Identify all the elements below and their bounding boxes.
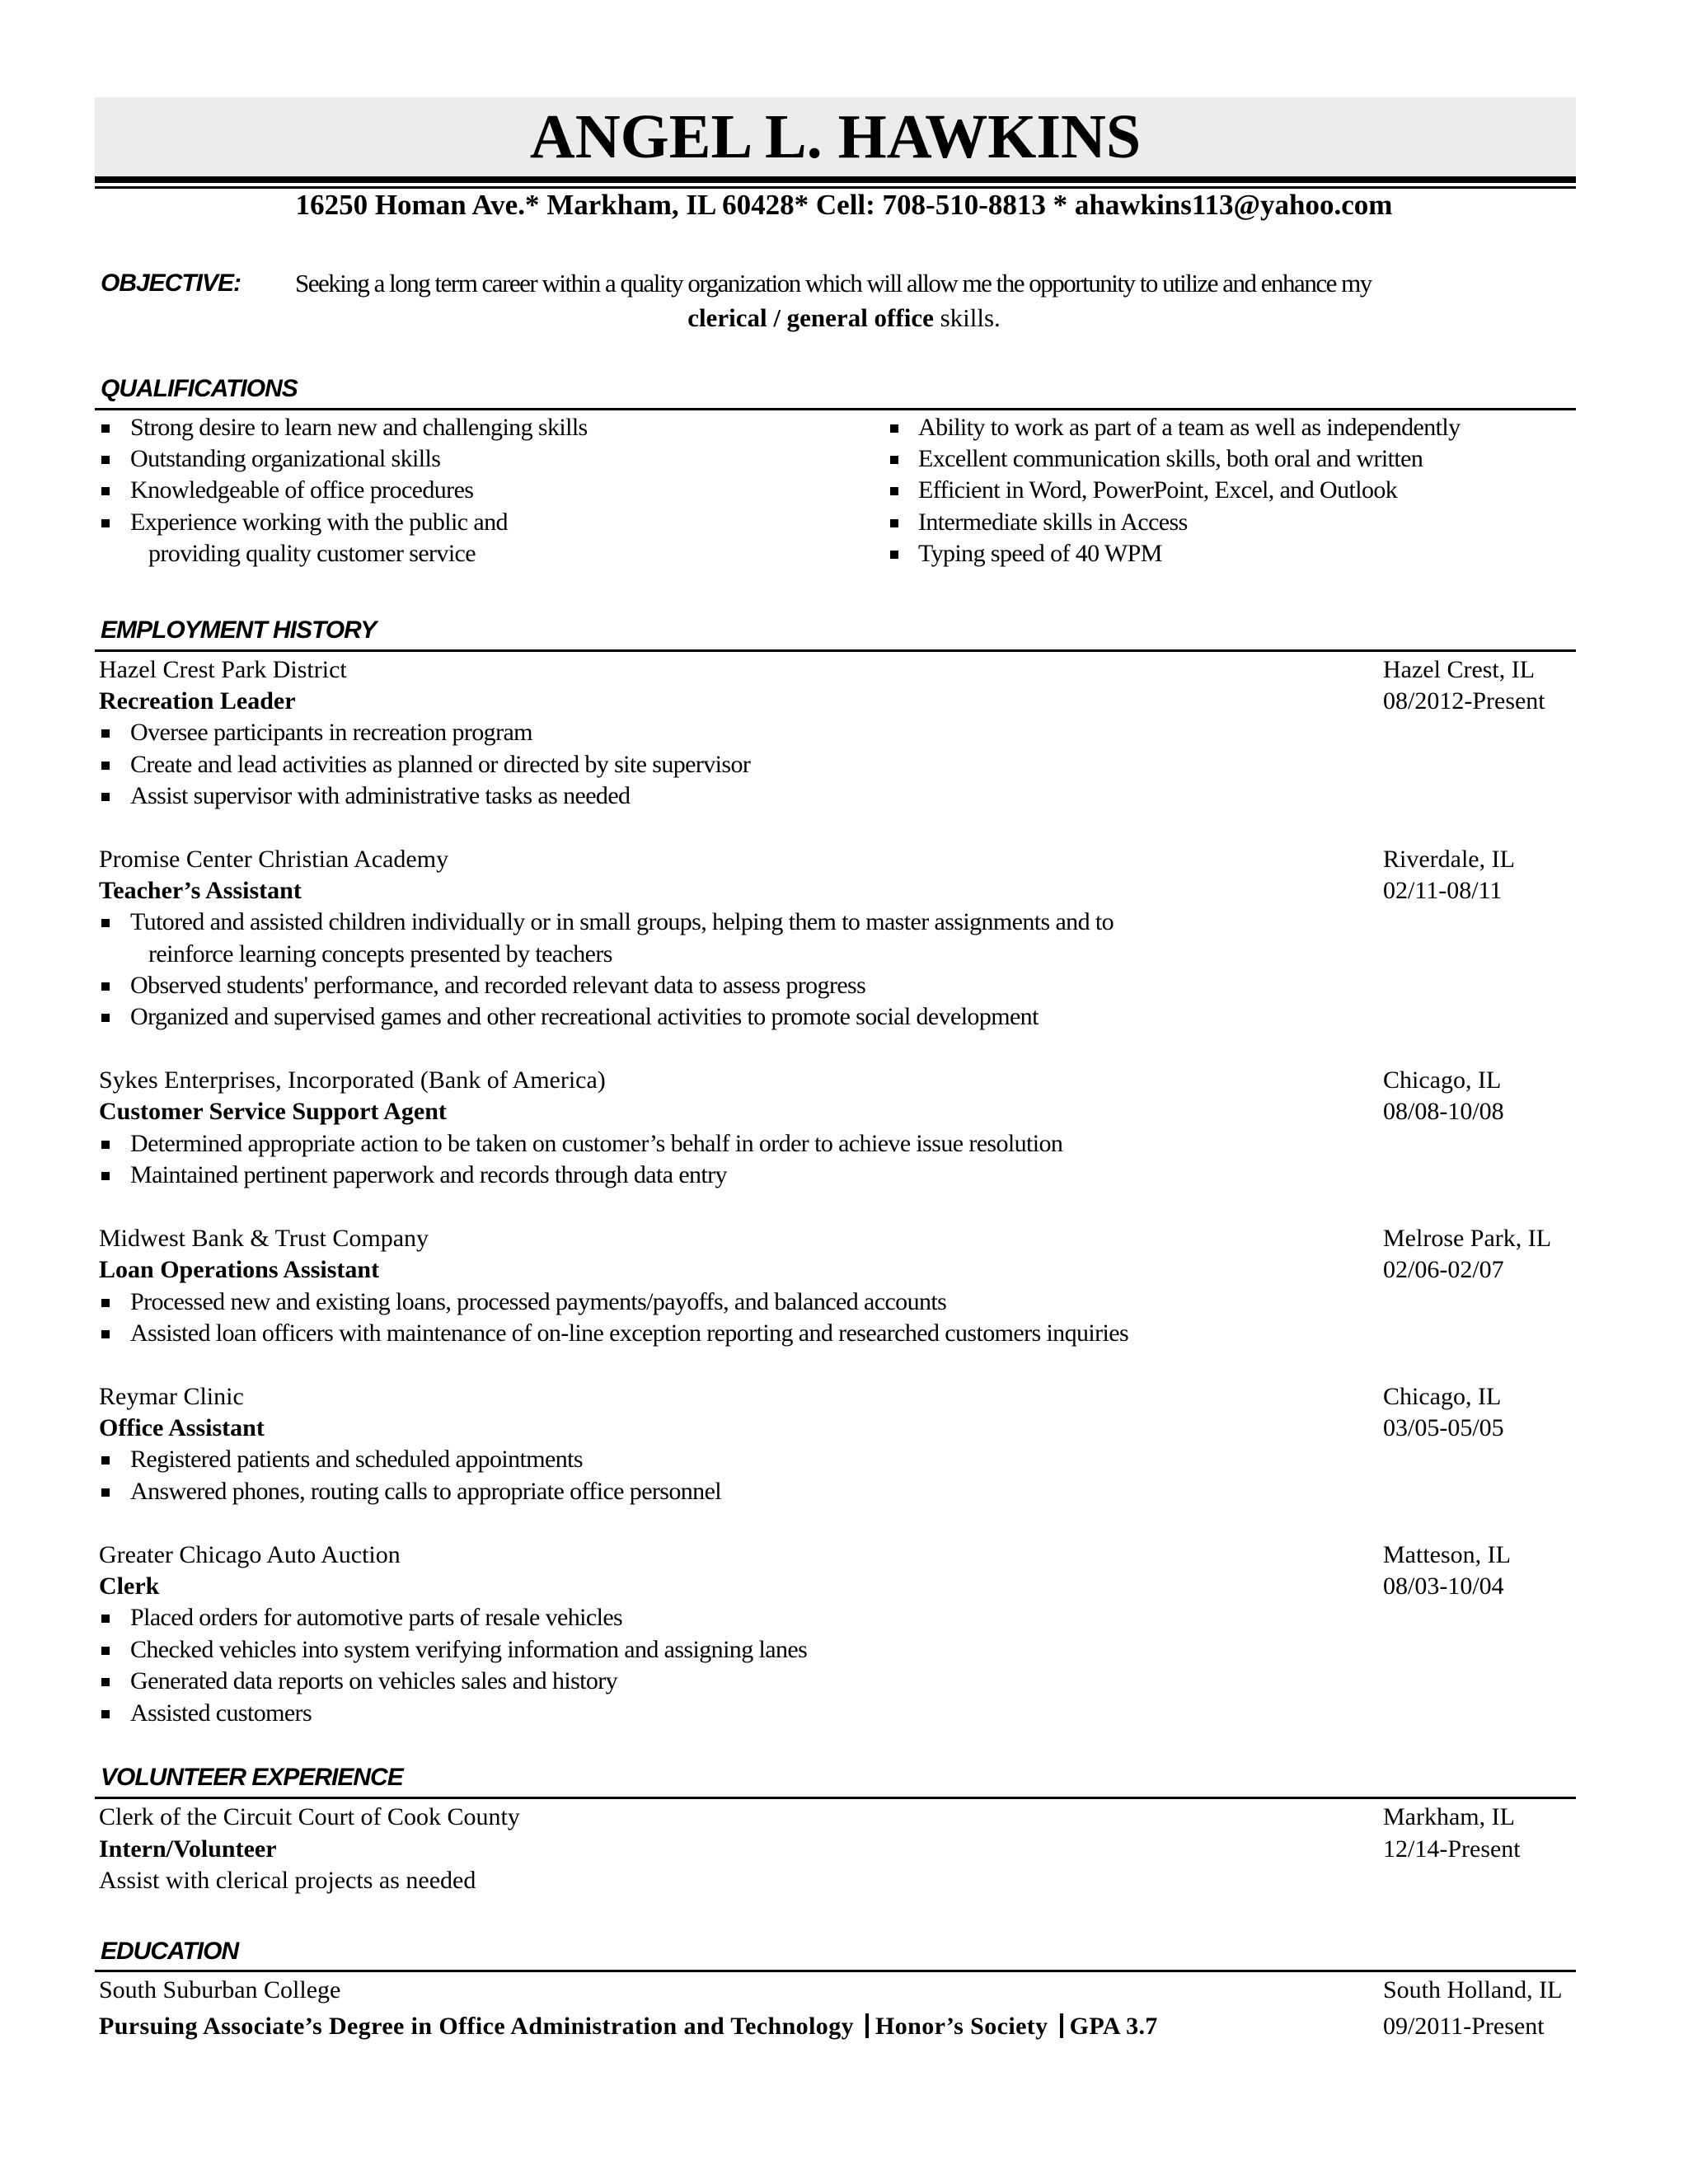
volunteer-location: Markham, IL — [1383, 1803, 1515, 1830]
job-bullet: Assisted customers — [130, 1699, 312, 1727]
job-title: Teacher’s Assistant — [99, 877, 302, 904]
job-bullet: Organized and supervised games and other recreational activities to promote social development — [130, 1003, 1039, 1030]
bullet-square — [101, 1710, 110, 1718]
bullet-square — [890, 519, 898, 527]
job-location: Hazel Crest, IL — [1383, 656, 1536, 683]
separator — [1060, 2013, 1063, 2038]
bullet-square — [890, 456, 898, 464]
job-bullet: Placed orders for automotive parts of resale vehicles — [130, 1604, 623, 1631]
bullet-square — [101, 487, 110, 495]
job-location: Chicago, IL — [1383, 1383, 1502, 1410]
school-name: South Suburban College — [99, 1976, 341, 2004]
bullet-square — [101, 793, 110, 801]
job-dates: 08/03-10/04 — [1383, 1572, 1504, 1600]
job-bullet: Assist supervisor with administrative tasks as needed — [130, 782, 631, 809]
objective-text: Seeking a long term career within a quality organization which will allow me the opportunity to utilize and enhance my — [295, 269, 1372, 298]
qualification-item: Experience working with the public and — [130, 509, 508, 536]
honor-society: Honor’s Society — [875, 2013, 1048, 2040]
bullet-square — [101, 1014, 110, 1022]
volunteer-rule — [95, 1797, 1576, 1799]
bullet-square — [101, 919, 110, 927]
education-dates: 09/2011-Present — [1383, 2013, 1545, 2040]
bullet-square — [101, 1678, 110, 1686]
qualification-item: Intermediate skills in Access — [918, 509, 1188, 536]
volunteer-description: Assist with clerical projects as needed — [99, 1867, 476, 1894]
employment-heading: EMPLOYMENT HISTORY — [101, 616, 377, 644]
job-bullet: Processed new and existing loans, processed payments/payoffs, and balanced accounts — [130, 1288, 947, 1315]
job-bullet: Checked vehicles into system verifying information and assigning lanes — [130, 1636, 808, 1663]
qualifications-heading: QUALIFICATIONS — [101, 375, 298, 402]
bullet-square — [101, 729, 110, 738]
employment-rule — [95, 649, 1576, 652]
degree: Pursuing Associate’s Degree in Office Administration and Technology — [99, 2013, 855, 2040]
volunteer-heading: VOLUNTEER EXPERIENCE — [101, 1764, 403, 1791]
job-bullet: Answered phones, routing calls to appropriate office personnel — [130, 1478, 722, 1505]
job-bullet: Determined appropriate action to be taken on customer’s behalf in order to achieve issue resolution — [130, 1130, 1063, 1157]
job-bullet: Oversee participants in recreation program — [130, 719, 532, 746]
bullet-square — [890, 424, 898, 433]
job-title: Office Assistant — [99, 1414, 265, 1441]
education-heading: EDUCATION — [101, 1938, 239, 1965]
bullet-square — [101, 1330, 110, 1338]
bullet-square — [101, 1488, 110, 1497]
job-location: Melrose Park, IL — [1383, 1225, 1552, 1252]
volunteer-organization: Clerk of the Circuit Court of Cook County — [99, 1803, 520, 1830]
bullet-square — [101, 1615, 110, 1623]
school-location: South Holland, IL — [1383, 1976, 1563, 2004]
employer-name: Greater Chicago Auto Auction — [99, 1541, 401, 1568]
objective-text-line2 — [0, 302, 1688, 335]
employer-name: Reymar Clinic — [99, 1383, 244, 1410]
education-rule — [95, 1970, 1576, 1972]
bullet-square — [101, 982, 110, 991]
bullet-square — [101, 519, 110, 527]
bullet-square — [101, 1647, 110, 1655]
qualification-item: Efficient in Word, PowerPoint, Excel, and Outlook — [918, 476, 1398, 504]
job-location: Riverdale, IL — [1383, 846, 1515, 873]
job-location: Chicago, IL — [1383, 1066, 1502, 1094]
bullet-square — [890, 551, 898, 559]
qualification-item: Outstanding organizational skills — [130, 445, 441, 472]
bullet-square — [101, 456, 110, 464]
job-title: Recreation Leader — [99, 687, 296, 715]
job-dates: 02/06-02/07 — [1383, 1256, 1504, 1283]
bullet-square — [101, 1141, 110, 1149]
objective-end: skills. — [933, 303, 1001, 332]
volunteer-title: Intern/Volunteer — [99, 1835, 277, 1863]
employer-name: Midwest Bank & Trust Company — [99, 1225, 429, 1252]
job-title: Customer Service Support Agent — [99, 1098, 447, 1125]
bullet-square — [101, 424, 110, 433]
bullet-square — [101, 762, 110, 770]
header-rule-thick — [95, 176, 1576, 183]
qualification-item-continued: providing quality customer service — [148, 540, 476, 567]
objective-emphasis: clerical / general office — [687, 303, 934, 332]
employer-name: Sykes Enterprises, Incorporated (Bank of America) — [99, 1066, 606, 1094]
separator — [865, 2013, 869, 2038]
job-dates: 08/08-10/08 — [1383, 1098, 1504, 1125]
job-bullet: Registered patients and scheduled appointments — [130, 1446, 583, 1473]
job-dates: 02/11-08/11 — [1383, 877, 1503, 904]
job-dates: 03/05-05/05 — [1383, 1414, 1504, 1441]
objective-label: OBJECTIVE: — [101, 269, 241, 297]
job-location: Matteson, IL — [1383, 1541, 1511, 1568]
employer-name: Promise Center Christian Academy — [99, 846, 449, 873]
job-bullet: Maintained pertinent paperwork and records through data entry — [130, 1161, 727, 1188]
bullet-square — [101, 1172, 110, 1180]
job-bullet-continued: reinforce learning concepts presented by teachers — [148, 940, 612, 968]
job-bullet: Assisted loan officers with maintenance of on-line exception reporting and researched customers inquiries — [130, 1319, 1129, 1347]
qualification-item: Knowledgeable of office procedures — [130, 476, 474, 504]
employer-name: Hazel Crest Park District — [99, 656, 347, 683]
candidate-name: ANGEL L. HAWKINS — [95, 97, 1576, 176]
qualification-item: Typing speed of 40 WPM — [918, 540, 1162, 567]
job-title: Clerk — [99, 1572, 160, 1600]
job-dates: 08/2012-Present — [1383, 687, 1545, 715]
bullet-square — [101, 1299, 110, 1307]
qualification-item: Ability to work as part of a team as well as independently — [918, 414, 1461, 441]
degree-line — [99, 2011, 1158, 2042]
qualifications-rule — [95, 408, 1576, 410]
qualification-item: Strong desire to learn new and challenging skills — [130, 414, 588, 441]
job-bullet: Generated data reports on vehicles sales and history — [130, 1667, 618, 1694]
bullet-square — [101, 1456, 110, 1465]
job-bullet: Observed students' performance, and recorded relevant data to assess progress — [130, 972, 866, 999]
job-bullet: Create and lead activities as planned or directed by site supervisor — [130, 751, 751, 778]
job-bullet: Tutored and assisted children individually or in small groups, helping them to master assignments and to — [130, 908, 1114, 935]
contact-line: 16250 Homan Ave.* Markham, IL 60428* Cell: 708-510-8813 * ahawkins113@yahoo.com — [295, 189, 1393, 221]
qualification-item: Excellent communication skills, both oral and written — [918, 445, 1423, 472]
job-title: Loan Operations Assistant — [99, 1256, 380, 1283]
volunteer-dates: 12/14-Present — [1383, 1835, 1521, 1863]
bullet-square — [890, 487, 898, 495]
gpa: GPA 3.7 — [1069, 2013, 1158, 2040]
